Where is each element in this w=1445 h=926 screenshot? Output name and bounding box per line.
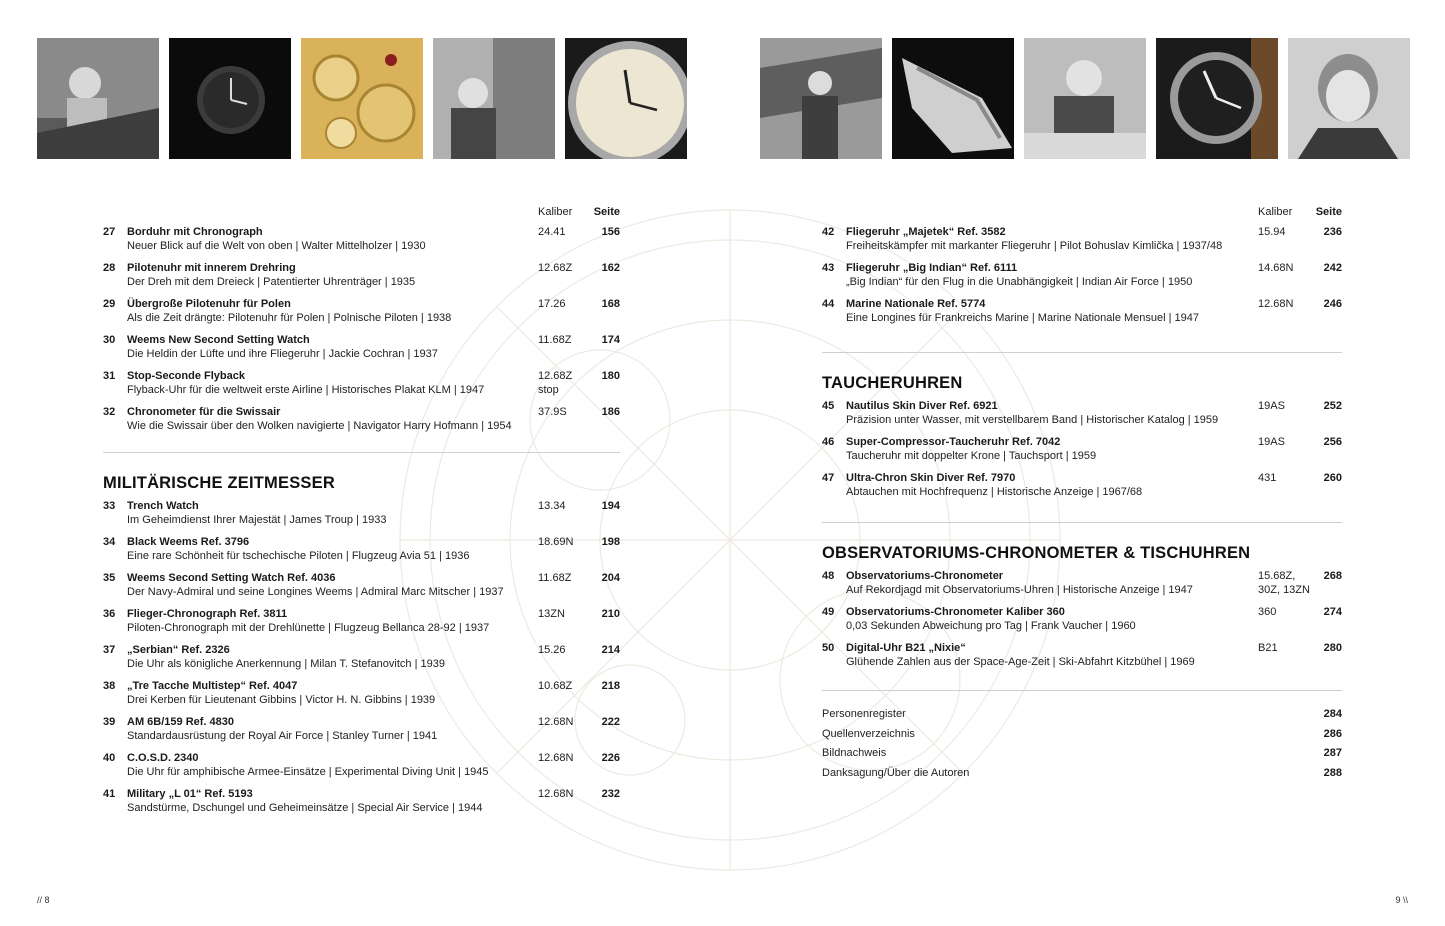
entry-number: 30	[103, 334, 116, 346]
entry-number: 43	[822, 262, 835, 274]
entry-kaliber: 431	[1258, 472, 1277, 484]
entry-subtitle: Im Geheimdienst Ihrer Majestät | James Troup | 1933	[127, 514, 387, 526]
toc-entry	[103, 643, 620, 679]
index-page: 284	[1323, 708, 1342, 720]
toc-entry	[103, 607, 620, 643]
entry-kaliber: 10.68Z	[538, 680, 573, 692]
entry-number: 31	[103, 370, 116, 382]
entry-number: 35	[103, 572, 116, 584]
entry-page: 214	[601, 644, 620, 656]
entry-number: 39	[103, 716, 116, 728]
toc-left-column	[103, 203, 620, 823]
toc-entry	[103, 225, 620, 261]
entry-number: 44	[822, 298, 835, 310]
index-entry	[822, 746, 1342, 766]
entry-title: Observatoriums-Chronometer Kaliber 360	[846, 606, 1065, 618]
entry-subtitle: Als die Zeit drängte: Pilotenuhr für Polen | Polnische Piloten | 1938	[127, 312, 452, 324]
entry-kaliber: 15.26	[538, 644, 566, 656]
toc-entry	[103, 715, 620, 751]
entry-page: 280	[1323, 642, 1342, 654]
toc-entry	[103, 369, 620, 405]
toc-entry	[822, 471, 1342, 507]
entry-number: 45	[822, 400, 835, 412]
entry-title: Military „L 01“ Ref. 5193	[127, 788, 253, 800]
entry-number: 27	[103, 226, 116, 238]
entry-number: 42	[822, 226, 835, 238]
index-entry	[822, 766, 1342, 786]
entry-page: 246	[1323, 298, 1342, 310]
index-page: 287	[1323, 747, 1342, 759]
entry-kaliber: 360	[1258, 606, 1277, 618]
index-label: Danksagung/Über die Autoren	[822, 766, 970, 779]
entry-page: 186	[601, 406, 620, 418]
entry-subtitle: Wie die Swissair über den Wolken navigierte | Navigator Harry Hofmann | 1954	[127, 420, 512, 432]
entry-number: 50	[822, 642, 835, 654]
kaliber-header: Kaliber	[1258, 206, 1293, 218]
photo-workshop-man	[433, 38, 555, 159]
toc-entry	[103, 679, 620, 715]
entry-number: 32	[103, 406, 116, 418]
entry-kaliber: 12.68Z stop	[538, 370, 573, 396]
entry-title: Übergroße Pilotenuhr für Polen	[127, 298, 291, 310]
photo-aviator-portrait	[1288, 38, 1410, 159]
entry-number: 40	[103, 752, 116, 764]
toc-entry	[822, 605, 1342, 641]
entry-subtitle: Flyback-Uhr für die weltweit erste Airline | Historisches Plakat KLM | 1947	[127, 384, 485, 396]
entry-title: AM 6B/159 Ref. 4830	[127, 716, 234, 728]
toc-entry	[822, 435, 1342, 471]
entry-title: Nautilus Skin Diver Ref. 6921	[846, 400, 998, 412]
entry-title: Borduhr mit Chronograph	[127, 226, 263, 238]
entry-page: 180	[601, 370, 620, 382]
photo-watchmaker-bench	[1024, 38, 1146, 159]
kaliber-header: Kaliber	[538, 206, 573, 218]
entry-title: „Tre Tacche Multistep“ Ref. 4047	[127, 680, 298, 692]
toc-entry	[103, 751, 620, 787]
entry-subtitle: Drei Kerben für Lieutenant Gibbins | Victor H. N. Gibbins | 1939	[127, 694, 436, 706]
entry-subtitle: Die Uhr als königliche Anerkennung | Milan T. Stefanovitch | 1939	[127, 658, 445, 670]
index-page: 288	[1323, 766, 1342, 779]
column-header	[103, 203, 620, 225]
entry-page: 162	[601, 262, 620, 274]
entry-page: 204	[601, 572, 620, 584]
entry-number: 28	[103, 262, 116, 274]
entry-title: Trench Watch	[127, 500, 199, 512]
photo-strip-right	[760, 38, 1410, 159]
entry-page: 226	[601, 752, 620, 764]
entry-subtitle: Eine Longines für Frankreichs Marine | Marine Nationale Mensuel | 1947	[846, 312, 1200, 324]
entry-subtitle: Die Heldin der Lüfte und ihre Fliegeruhr | Jackie Cochran | 1937	[127, 348, 438, 360]
entry-kaliber: 18.69N	[538, 536, 574, 548]
entry-subtitle: Glühende Zahlen aus der Space-Age-Zeit | Ski-Abfahrt Kitzbühel | 1969	[846, 656, 1195, 668]
entry-number: 29	[103, 298, 116, 310]
entry-kaliber: 15.94	[1258, 226, 1286, 238]
toc-entry	[822, 569, 1342, 605]
entry-title: Weems New Second Setting Watch	[127, 334, 310, 346]
entry-kaliber: 11.68Z	[538, 572, 572, 584]
section-title-observatoriums-chronometer: OBSERVATORIUMS-CHRONOMETER & TISCHUHREN	[822, 544, 1251, 562]
entry-subtitle: Abtauchen mit Hochfrequenz | Historische Anzeige | 1967/68	[846, 486, 1143, 498]
entry-kaliber: 13ZN	[538, 608, 565, 620]
entry-page: 232	[601, 788, 620, 800]
entry-subtitle: Taucheruhr mit doppelter Krone | Tauchsport | 1959	[846, 450, 1097, 462]
toc-group-aviation	[103, 225, 620, 441]
entry-kaliber: 17.26	[538, 298, 566, 310]
toc-entry	[103, 571, 620, 607]
entry-title: Pilotenuhr mit innerem Drehring	[127, 262, 296, 274]
entry-page: 168	[601, 298, 620, 310]
entry-number: 33	[103, 500, 116, 512]
entry-title: Marine Nationale Ref. 5774	[846, 298, 986, 310]
entry-kaliber: 19AS	[1258, 400, 1285, 412]
entry-title: Ultra-Chron Skin Diver Ref. 7970	[846, 472, 1016, 484]
toc-entry	[822, 641, 1342, 677]
entry-number: 34	[103, 536, 116, 548]
entry-kaliber: 24.41	[538, 226, 566, 238]
entry-kaliber: 15.68Z, 30Z, 13ZN	[1258, 570, 1310, 596]
toc-entry	[822, 399, 1342, 435]
entry-title: Stop-Seconde Flyback	[127, 370, 245, 382]
entry-number: 49	[822, 606, 835, 618]
entry-title: „Serbian“ Ref. 2326	[127, 644, 230, 656]
entry-kaliber: 37.9S	[538, 406, 567, 418]
toc-entry	[103, 787, 620, 823]
entry-kaliber: 12.68N	[538, 752, 574, 764]
index-label: Quellenverzeichnis	[822, 727, 915, 740]
seite-header: Seite	[593, 206, 620, 218]
entry-subtitle: Neuer Blick auf die Welt von oben | Walter Mittelholzer | 1930	[127, 240, 426, 252]
entry-title: Fliegeruhr „Majetek“ Ref. 3582	[846, 226, 1006, 238]
index-label: Personenregister	[822, 708, 906, 720]
entry-page: 210	[601, 608, 620, 620]
toc-entry	[103, 261, 620, 297]
photo-gold-movement	[301, 38, 423, 159]
photo-black-diver-watch	[1156, 38, 1278, 159]
entry-title: Observatoriums-Chronometer	[846, 570, 1004, 582]
entry-number: 38	[103, 680, 116, 692]
entry-number: 46	[822, 436, 835, 448]
entry-title: Black Weems Ref. 3796	[127, 536, 250, 548]
entry-title: Digital-Uhr B21 „Nixie“	[846, 642, 966, 654]
entry-number: 36	[103, 608, 116, 620]
entry-page: 194	[601, 500, 620, 512]
entry-title: Chronometer für die Swissair	[127, 406, 281, 418]
toc-entry	[103, 499, 620, 535]
page-number-left: // 8	[37, 895, 50, 905]
entry-subtitle: 0,03 Sekunden Abweichung pro Tag | Frank Vaucher | 1960	[846, 620, 1136, 632]
entry-subtitle: Piloten-Chronograph mit der Drehlünette | Flugzeug Bellanca 28-92 | 1937	[127, 622, 490, 634]
entry-subtitle: „Big Indian“ für den Flug in die Unabhängigkeit | Indian Air Force | 1950	[846, 276, 1193, 288]
photo-watch-dial	[565, 38, 687, 159]
entry-kaliber: B21	[1258, 642, 1278, 654]
entry-page: 256	[1323, 436, 1342, 448]
entry-number: 41	[103, 788, 116, 800]
entry-kaliber: 13.34	[538, 500, 566, 512]
photo-strip-left	[37, 38, 687, 159]
index-entry	[822, 707, 1342, 727]
entry-kaliber: 11.68Z	[538, 334, 572, 346]
index-label: Bildnachweis	[822, 747, 887, 759]
entry-title: Super-Compressor-Taucheruhr Ref. 7042	[846, 436, 1061, 448]
entry-page: 252	[1323, 400, 1342, 412]
toc-entry	[822, 297, 1342, 333]
toc-group-aviation-continued	[822, 225, 1342, 333]
page-number-right: 9 \\	[1395, 895, 1408, 905]
entry-kaliber: 19AS	[1258, 436, 1285, 448]
entry-kaliber: 12.68Z	[538, 262, 573, 274]
toc-entry	[822, 261, 1342, 297]
entry-page: 222	[601, 716, 620, 728]
toc-entry	[103, 405, 620, 441]
entry-subtitle: Standardausrüstung der Royal Air Force | Stanley Turner | 1941	[127, 730, 438, 742]
entry-page: 274	[1323, 606, 1342, 618]
entry-page: 260	[1323, 472, 1342, 484]
index-page: 286	[1323, 727, 1342, 740]
entry-title: Weems Second Setting Watch Ref. 4036	[127, 572, 336, 584]
photo-steel-bracelet-clasp	[892, 38, 1014, 159]
entry-subtitle: Eine rare Schönheit für tschechische Piloten | Flugzeug Avia 51 | 1936	[127, 550, 470, 562]
entry-number: 48	[822, 570, 835, 582]
index-entry	[822, 727, 1342, 747]
entry-kaliber: 12.68N	[1258, 298, 1294, 310]
entry-page: 236	[1323, 226, 1342, 238]
entry-kaliber: 12.68N	[538, 788, 574, 800]
toc-entry	[103, 535, 620, 571]
toc-group-military	[103, 499, 620, 823]
section-title-taucheruhren: TAUCHERUHREN	[822, 374, 963, 392]
entry-subtitle: Auf Rekordjagd mit Observatoriums-Uhren | Historische Anzeige | 1947	[846, 584, 1193, 596]
photo-black-trench-watch	[169, 38, 291, 159]
toc-entry	[103, 297, 620, 333]
column-header	[822, 203, 1342, 225]
toc-entry	[103, 333, 620, 369]
entry-subtitle: Freiheitskämpfer mit markanter Fliegeruhr | Pilot Bohuslav Kimlička | 1937/48	[846, 240, 1223, 252]
section-title-militaerische-zeitmesser: MILITÄRISCHE ZEITMESSER	[103, 474, 335, 492]
entry-page: 218	[601, 680, 620, 692]
entry-page: 198	[601, 536, 620, 548]
entry-subtitle: Die Uhr für amphibische Armee-Einsätze | Experimental Diving Unit | 1945	[127, 766, 489, 778]
entry-page: 268	[1323, 570, 1342, 582]
entry-title: Flieger-Chronograph Ref. 3811	[127, 608, 288, 620]
entry-title: Fliegeruhr „Big Indian“ Ref. 6111	[846, 262, 1018, 274]
entry-subtitle: Der Dreh mit dem Dreieck | Patentierter Uhrenträger | 1935	[127, 276, 416, 288]
toc-entry	[822, 225, 1342, 261]
entry-number: 47	[822, 472, 835, 484]
toc-right-column	[822, 203, 1342, 785]
entry-title: C.O.S.D. 2340	[127, 752, 199, 764]
entry-kaliber: 14.68N	[1258, 262, 1294, 274]
photo-pilot-woman-cockpit	[37, 38, 159, 159]
entry-page: 242	[1323, 262, 1342, 274]
photo-pilot-aircraft	[760, 38, 882, 159]
toc-group-dive	[822, 399, 1342, 507]
entry-kaliber: 12.68N	[538, 716, 574, 728]
entry-subtitle: Der Navy-Admiral und seine Longines Weems | Admiral Marc Mitscher | 1937	[127, 586, 504, 598]
entry-number: 37	[103, 644, 116, 656]
entry-subtitle: Präzision unter Wasser, mit verstellbarem Band | Historischer Katalog | 1959	[846, 414, 1219, 426]
toc-group-observatory	[822, 569, 1342, 677]
seite-header: Seite	[1315, 206, 1342, 218]
back-matter-index	[822, 707, 1342, 785]
entry-subtitle: Sandstürme, Dschungel und Geheimeinsätze | Special Air Service | 1944	[127, 802, 483, 814]
entry-page: 156	[601, 226, 620, 238]
entry-page: 174	[601, 334, 620, 346]
